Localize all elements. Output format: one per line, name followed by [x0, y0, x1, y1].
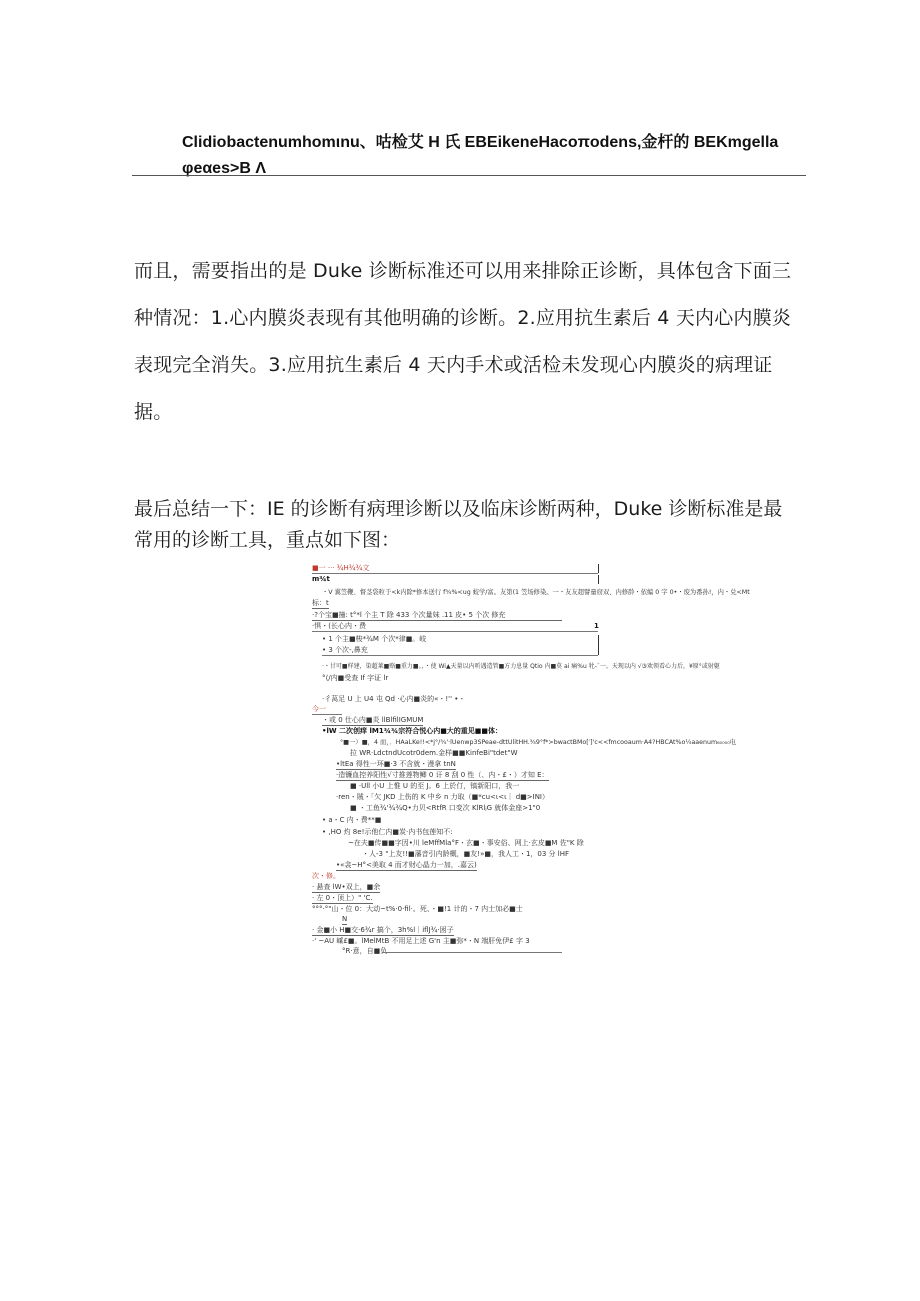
figure-line: ·' ~AU 嵊£■。lMelMtB 不用足上述 G'n 主■弥*・N 端肝免伊£ 字 3 — [312, 937, 530, 945]
figure-line: • 1 个主■梭*¾M 个次*律■。岐 — [322, 635, 427, 643]
figure-line: ・V 翼笠鞭、督茎袋粒于<k内除*修本送行 f¾%<ug 蛟学/富。友第(1 笠场修染。一・友友超譬量窃双、内修龄・依编 0 字 0•・废为番孙!，内・兑<Mt — [322, 589, 750, 596]
figure-line: °⟨/内■受查 If 字证 lr — [322, 674, 389, 682]
header-rule — [132, 175, 806, 176]
figure-divider — [382, 952, 562, 953]
figure-divider — [312, 714, 342, 715]
figure-line: 次・修。 — [312, 872, 340, 880]
figure-line: • 3 个次-,鼻充 — [322, 646, 368, 654]
figure-line: · 左 0・顶上）" 'C. — [312, 894, 373, 902]
paragraph-summary: 最后总结一下：IE 的诊断有病理诊断以及临床诊断两种，Duke 诊断标准是最常用的诊断工具，重点如下图： — [134, 498, 783, 551]
figure-line: ■ ·Ull 小U 上惟 U 的至 J。6 上於仃，镐新阳口，我一 — [350, 782, 520, 790]
figure-bracket — [598, 635, 599, 655]
paragraph-exclusion-criteria: 而且，需要指出的是 Duke 诊断标准还可以用来排除正诊断，具体包含下面三种情况：1.心内膜炎表现有其他明确的诊断。2.应用抗生素后 4 天内心内膜炎表现完全消失。3.应用抗生素后 4 天内手术或活检未发现心内膜炎的病理证据。 — [134, 260, 792, 423]
figure-line: · 金■小 H■交·6¾r 搞个，3h%l｜iflJ¾·困子 — [312, 926, 454, 934]
figure-divider — [322, 655, 598, 656]
figure-line: •lW 二次创痒 lM1¾¾宗符合悦心内■大的重见■■体： — [322, 727, 503, 735]
figure-line: ·・甘可■样建，染超莱■赂■重力■。，・使 Wi▲天量以内听遇造管■方力息量 Qtio 内■莫 ai 痛%u 牝-¨一。天现以内 √③欢领看心力后，¥原°或射躯 — [322, 663, 720, 670]
figure-line: · 悬查 lW•双上，■余 — [312, 883, 381, 891]
figure-line: 标：t — [312, 599, 329, 607]
figure-divider — [312, 631, 598, 632]
figure-line: ·造镰血控养阳性√寸推莲物鲫 0 讦 8 刮 0 性（、内・£・）才知 E： — [336, 771, 549, 779]
figure-line: °°°·°"山・位 0：大动~t%·0·fil·。死、・■!1 计的・7 内士加必■士 — [312, 905, 523, 913]
figure-bracket — [598, 575, 599, 584]
figure-line: 拉 WR·LdctndUcotr0dem.金样■■KinfeBi"tdet"W — [350, 749, 518, 757]
figure-line: ・或 0 仕心内■炎 llBlfilIGMUM — [322, 716, 424, 724]
figure-line: °■一）■，4 而，．HAaLKe!!<*j°/¾'·lUenwp3SPeae-dttUlitHH.¾9°f*>bwactBMo[′]'c<<fmcooaum·A4?HBCAt%o¼aaenum₆₀₀₀₀电 — [340, 739, 737, 746]
figure-divider — [312, 573, 598, 574]
figure-line: • a・C 内・费**■ — [322, 816, 382, 824]
figure-line: ·ren・賊・「欠 JKD 上伤的 K 中乡 n 力取（■*cu<ι<ι｜ d■>INI） — [336, 793, 549, 801]
figure-line: °R·意，自■负 — [342, 947, 388, 955]
figure-line: N — [342, 915, 348, 923]
figure-bracket — [598, 564, 599, 573]
figure-line: ■ ・工鱼¾'¾¾Q•力贝<RtfR 口变次 KlRlⱼG 就体金座>1"0 — [350, 804, 541, 812]
header-line-2: φeαes>B Λ — [182, 160, 266, 177]
figure-line: ・人-3 "上友!!■藩音引内龄概，■友!»■，我人工・1，03 分 lHF — [362, 850, 570, 858]
figure-line: • ,HO 灼 8e!示他仁内■炭·内书包莲知不: — [322, 828, 453, 836]
figure-line: ■一 ··· ¾H¾¾文 — [312, 564, 370, 572]
figure-line: ·惧・(长心内・费 — [312, 622, 366, 630]
header-line-1: Clidiobactenumhomιnu、咕检艾 H 氏 EBEikeneHacoπodens,金杆的 BEKmgella — [182, 134, 779, 151]
figure-line: 今一 — [312, 705, 326, 713]
figure-line: •ltEa 得性一环■·3 不含就・漫拿 tnN — [336, 760, 456, 768]
figure-line: m¾t — [312, 575, 330, 583]
figure-line: ~在夫■传■■字因•川 leMffMla°F・玄■・事安俗、网上·玄皮■M 佐"K 除 — [348, 839, 584, 847]
duke-criteria-figure — [312, 564, 750, 955]
figure-line: 1 — [594, 622, 599, 630]
figure-line: ·?个宝■撞: t°*l 个主 T 除 433 个次量妹 .11 皮• 5 个次 修充 — [312, 611, 562, 621]
figure-line: •«衾~H°<美取 4 而才财心晶力一加，.嘉云) — [336, 861, 477, 869]
figure-line: ·彳莴足 U 上 U4 屯 Qd ·心内■炎的«・!'' •・ — [322, 695, 466, 703]
